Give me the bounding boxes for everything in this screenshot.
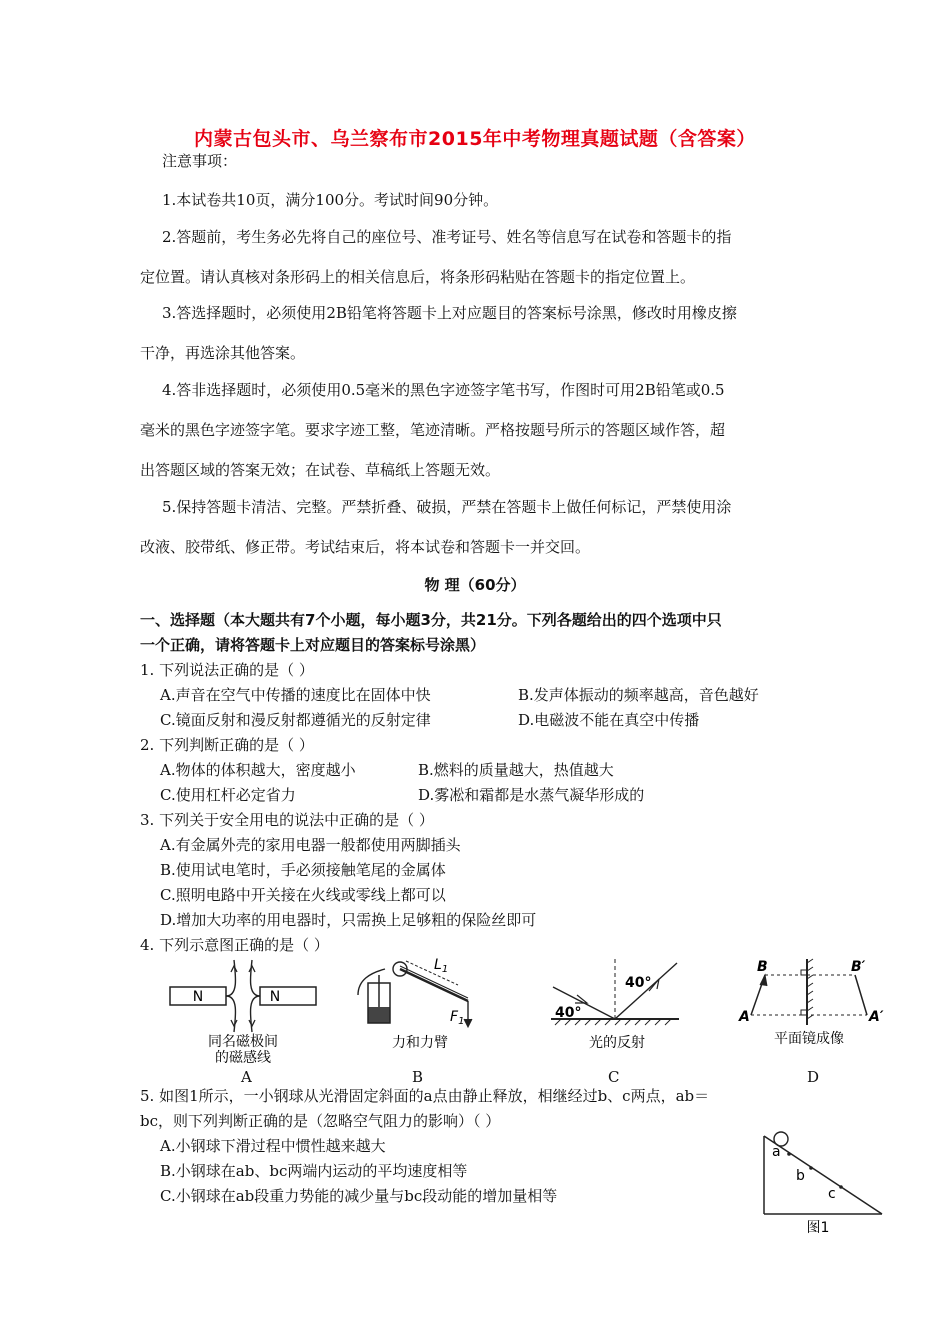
notice-heading: 注意事项：: [162, 152, 238, 170]
magnet-label-n2: N: [269, 989, 281, 1005]
incidence-angle-label: 40°: [555, 1005, 582, 1021]
figure-a-letter: A: [241, 1068, 252, 1086]
point-b-prime-label: B′: [851, 959, 866, 975]
q1-option-d: D.电磁波不能在真空中传播: [518, 711, 700, 729]
q1-option-a: A.声音在空气中传播的速度比在固体中快: [160, 686, 431, 704]
question-5-stem-cont: bc，则下列判断正确的是（忽略空气阻力的影响）（ ）: [140, 1112, 501, 1130]
notice-line: 5.保持答题卡清洁、完整。严禁折叠、破损，严禁在答题卡上做任何标记，严禁使用涂: [162, 498, 732, 516]
figure-c-reflection: [543, 955, 683, 1055]
figure-b-letter: B: [412, 1068, 424, 1086]
q5-option-b: B.小钢球在ab、bc两端内运动的平均速度相等: [160, 1162, 468, 1180]
reflection-angle-label: 40°: [625, 975, 652, 991]
notice-line: 3.答选择题时，必须使用2B铅笔将答题卡上对应题目的答案标号涂黑，修改时用橡皮擦: [162, 304, 737, 322]
figure-a-caption-2: 的磁感线: [215, 1050, 271, 1066]
q5-option-c: C.小钢球在ab段重力势能的减少量与bc段动能的增加量相等: [160, 1187, 558, 1205]
figure-a-caption-1: 同名磁极间: [208, 1034, 278, 1050]
question-1-stem: 1. 下列说法正确的是（ ）: [140, 661, 314, 679]
notice-line: 改液、胶带纸、修正带。考试结束后，将本试卷和答题卡一并交回。: [140, 538, 591, 556]
question-5-stem: 5. 如图1所示，一小钢球从光滑固定斜面的a点由静止释放，相继经过b、c两点，ab＝: [140, 1087, 710, 1105]
figure-c-letter: C: [608, 1068, 620, 1086]
q3-option-c: C.照明电路中开关接在火线或零线上都可以: [160, 886, 446, 904]
point-b-label: B: [757, 959, 768, 975]
notice-line: 出答题区域的答案无效；在试卷、草稿纸上答题无效。: [140, 461, 501, 479]
figure-b-caption: 力和力臂: [392, 1035, 448, 1051]
point-b-label: b: [796, 1168, 805, 1184]
question-3-stem: 3. 下列关于安全用电的说法中正确的是（ ）: [140, 811, 434, 829]
figure-d-letter: D: [807, 1068, 820, 1086]
point-a-prime-label: A′: [869, 1009, 884, 1025]
q3-option-d: D.增加大功率的用电器时，只需换上足够粗的保险丝即可: [160, 911, 537, 929]
figure-a-magnets: [168, 958, 318, 1068]
notice-line: 4.答非选择题时，必须使用0.5毫米的黑色字迹签字笔书写，作图时可用2B铅笔或0.5: [162, 381, 725, 399]
notice-line: 定位置。请认真核对条形码上的相关信息后，将条形码粘贴在答题卡的指定位置上。: [140, 268, 696, 286]
force-label: $F_1$: [450, 1009, 465, 1027]
figure-d-caption: 平面镜成像: [774, 1031, 844, 1047]
q2-option-c: C.使用杠杆必定省力: [160, 786, 296, 804]
figure-d-mirror: [735, 955, 885, 1055]
figure-c-caption: 光的反射: [589, 1035, 645, 1051]
figure-b-lever: [350, 955, 490, 1055]
question-2-stem: 2. 下列判断正确的是（ ）: [140, 736, 314, 754]
notice-line: 干净，再选涂其他答案。: [140, 344, 306, 362]
part-heading: 一个正确，请将答题卡上对应题目的答案标号涂黑）: [140, 636, 486, 654]
q5-option-a: A.小钢球下滑过程中惯性越来越大: [160, 1137, 386, 1155]
point-a-label: A: [739, 1009, 750, 1025]
figure-1-caption: 图1: [806, 1220, 830, 1236]
q2-option-a: A.物体的体积越大，密度越小: [160, 761, 356, 779]
q2-option-b: B.燃料的质量越大，热值越大: [418, 761, 614, 779]
q1-option-c: C.镜面反射和漫反射都遵循光的反射定律: [160, 711, 431, 729]
question-4-stem: 4. 下列示意图正确的是（ ）: [140, 936, 329, 954]
point-a-label: a: [772, 1144, 781, 1160]
notice-line: 1.本试卷共10页，满分100分。考试时间90分钟。: [162, 191, 499, 209]
figure-1-incline: [758, 1126, 888, 1238]
part-heading: 一、选择题（本大题共有7个小题，每小题3分，共21分。下列各题给出的四个选项中只: [140, 611, 722, 629]
section-heading: 物 理（60分）: [424, 576, 526, 594]
page-title: 内蒙古包头市、乌兰察布市2015年中考物理真题试题（含答案）: [194, 128, 756, 150]
q2-option-d: D.雾凇和霜都是水蒸气凝华形成的: [418, 786, 645, 804]
notice-line: 2.答题前，考生务必先将自己的座位号、准考证号、姓名等信息写在试卷和答题卡的指: [162, 228, 732, 246]
point-c-label: c: [828, 1186, 836, 1202]
q1-option-b: B.发声体振动的频率越高，音色越好: [518, 686, 759, 704]
notice-line: 毫米的黑色字迹签字笔。要求字迹工整，笔迹清晰。严格按题号所示的答题区域作答，超: [140, 421, 726, 439]
lever-arm-label: $L_1$: [434, 957, 449, 975]
q3-option-b: B.使用试电笔时，手必须接触笔尾的金属体: [160, 861, 446, 879]
magnet-label-n1: N: [192, 989, 204, 1005]
q3-option-a: A.有金属外壳的家用电器一般都使用两脚插头: [160, 836, 461, 854]
